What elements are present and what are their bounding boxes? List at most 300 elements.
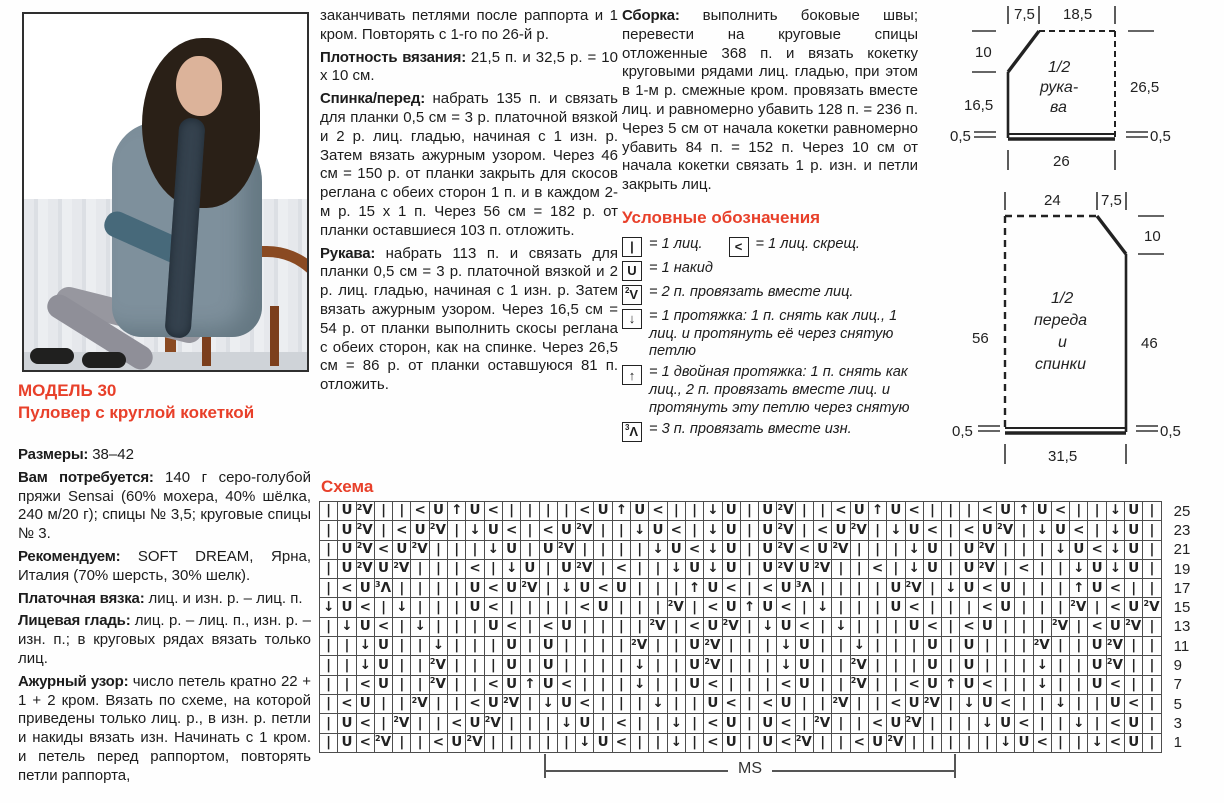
chart-cell [1051,675,1070,695]
chart-cell [648,520,667,540]
knit-twisted-symbol: < [1091,540,1103,557]
slip-decrease-symbol: ↓ [560,579,573,596]
chart-cell [557,636,576,656]
sleeve-label: 1/2 [1048,59,1071,76]
chart-cell [648,540,667,560]
knit-symbol: | [1094,521,1100,538]
knit-symbol: | [1094,598,1100,615]
chart-cell [905,636,924,656]
chart-cell [758,597,777,617]
chart-cell [886,501,905,521]
knit-twisted-symbol: < [597,579,609,596]
knit-symbol: | [637,714,643,731]
yarn-over-symbol: U [725,560,737,577]
knit-symbol: | [600,540,606,557]
knit-twisted-symbol: < [762,579,774,596]
knit-symbol: | [747,560,752,577]
chart-row [320,694,1198,714]
chart-cell [795,733,814,753]
yarn-over-symbol: U [926,540,938,557]
slip-decrease-symbol: ↓ [780,637,792,654]
yarn-over-symbol: U [762,598,774,615]
slip-decrease-symbol: ↓ [560,714,573,731]
chart-row [320,520,1198,540]
chart-cell [337,675,356,695]
chart-cell [410,520,429,540]
chart-cell [1069,636,1088,656]
k2tog-symbol-sup: 2 [624,286,630,296]
chart-cell [1087,520,1106,540]
yarn-over-symbol: U [542,540,554,557]
chart-cell [502,733,521,753]
chart-cell [410,675,429,695]
sleeve-measure-7-5: 7,5 [1014,6,1035,23]
k2tog-symbol: 2 V [1033,637,1050,654]
knit-symbol: | [454,598,460,615]
yarn-over-symbol: U [524,560,536,577]
knit-symbol: | [618,695,624,712]
k2tog-symbol-sup: 2 [704,637,710,647]
chart-row-number: 3 [1173,714,1182,732]
slip-decrease-symbol: ↓ [817,598,829,615]
chart-cell [465,694,484,714]
chart-cell [776,636,795,656]
chart-cell [959,578,978,598]
chart-cell [593,636,612,656]
chart-cell [959,675,978,695]
chart-cell [429,540,448,560]
chart-cell [685,578,704,598]
yarn-over-symbol: U [652,521,664,538]
chart-cell [1069,675,1088,695]
chart-row [320,655,1198,675]
knit-symbol: | [984,733,990,750]
chart-cell [1033,655,1052,675]
yarn-over-symbol: U [1000,598,1012,615]
knit-symbol: | [399,618,405,635]
chart-cell [868,597,887,617]
chart-cell [685,540,704,560]
chart-cell [429,655,448,675]
knit-symbol: | [1149,618,1155,635]
k2tog-symbol: 2 V [978,540,995,557]
yarn-over-symbol: U [1128,560,1140,577]
chart-cell [758,578,777,598]
chart-cell [740,501,759,521]
knit-symbol: | [966,714,972,731]
chart-row-number: 15 [1173,599,1191,617]
double-decrease-symbol: ↑ [871,502,884,519]
chart-cell [319,617,338,637]
legend-text: = 3 п. провязать вместе изн. [649,420,852,437]
knit-symbol: | [472,656,478,673]
chart-cell [1124,559,1143,579]
chart-cell [557,578,576,598]
chart-row-number: 7 [1173,676,1182,694]
chart-cell [374,694,393,714]
legend-symbol-box [729,237,749,257]
knit-twisted-symbol: < [542,618,554,635]
chart-cell [575,713,594,733]
paragraph-text: набрать 113 п. и связать для планки 0,5 см = 3 р. платочной вязкой и 2 р. лиц. гладью, начиная с 1 изн. р. Затем вязать ажурным узором. Через 16,5 см = 54 р. от планки выполнить скосы реглана с обеих сторон, как на спинке. Через 26,5 см = 86 р. от планки оставшуюся 81 п. отложить. [320,244,618,394]
knit-twisted-symbol: < [359,714,371,731]
knit-symbol: | [747,540,752,557]
yarn-over-symbol: U [469,714,481,731]
yarn-over-symbol: U [725,502,737,519]
yarn-over-symbol: U [908,695,920,712]
chart-cell [667,675,686,695]
chart-cell [831,540,850,560]
k2tog-symbol-sup: 2 [356,560,363,570]
knit-symbol: | [1131,579,1137,596]
chart-cell [959,655,978,675]
chart-cell [319,501,338,521]
chart-cell [868,617,887,637]
yarn-over-symbol: U [359,618,371,635]
chart-cell [356,520,375,540]
yarn-over-symbol: U [963,676,975,693]
chart-cell [667,655,686,675]
chart-cell [1106,578,1125,598]
knit-symbol: | [856,560,862,577]
knit-symbol: | [801,502,807,519]
chart-cell [374,617,393,637]
yarn-over-symbol: U [1091,560,1103,577]
slip-decrease-symbol: ↓ [981,714,993,731]
k2tog-symbol-sup: 2 [832,695,839,705]
knit-symbol: | [381,695,386,712]
knit-symbol: | [454,656,460,673]
chart-cell [996,617,1015,637]
knit-symbol: | [435,598,441,615]
chart-cell [685,597,704,617]
chart-cell [337,617,356,637]
chart-cell [520,675,539,695]
chart-cell [1051,501,1070,521]
knit-symbol: | [765,676,771,693]
chart-cell [1069,655,1088,675]
k2tog-symbol-sup: 2 [521,579,527,589]
k2tog-symbol: 2 V [356,521,373,538]
k2tog-symbol: 2 V [624,286,639,303]
repeat-bracket-line [546,770,728,772]
chart-cell [575,733,594,753]
yarn-over-symbol: U [615,579,627,596]
chart-cell [1106,713,1125,733]
knit-twisted-symbol: < [469,560,481,577]
chart-cell [685,559,704,579]
k2tog-symbol: 2 V [1125,618,1142,635]
chart-cell [374,540,393,560]
chart-cell [923,559,942,579]
chart-cell [905,559,924,579]
chart-cell [630,578,649,598]
knit-symbol: | [472,540,478,557]
knit-twisted-symbol: < [1109,733,1122,750]
chart-cell [648,636,667,656]
knit-twisted-symbol: < [487,598,499,615]
chart-cell [1142,694,1161,714]
chart-cell [776,520,795,540]
chart-cell [850,694,869,714]
yarn-over-symbol: U [396,540,408,557]
chart-cell [447,636,466,656]
double-decrease-symbol: ↑ [615,502,628,519]
chart-row [320,578,1198,598]
paragraph-text: 140 г серо-голубой пряжи Sensai (60% мохера, 40% шёлка, 240 м/20 г); спицы № 3,5; круговые спицы № 3. [18,468,311,543]
chart-cell [648,655,667,675]
chart-cell [831,636,850,656]
knit-symbol: | [527,502,533,519]
chart-cell [667,597,686,617]
legend-text: = 1 накид [649,259,713,276]
chart-row [320,597,1198,617]
chart-cell [593,501,612,521]
chart-cell [465,540,484,560]
knit-twisted-symbol: < [981,676,993,693]
knit-symbol: | [838,733,844,750]
chart-cell [465,578,484,598]
chart-cell [557,501,576,521]
chart-cell [557,733,576,753]
slip-decrease-symbol: ↓ [1109,540,1122,557]
knit-symbol: | [637,733,643,750]
knit-symbol: | [747,656,752,673]
knit-symbol: | [600,656,606,673]
slip-decrease-symbol: ↓ [487,540,499,557]
knit-symbol: | [838,714,844,731]
chart-cell [795,694,814,714]
knit-symbol: | [948,618,954,635]
knit-symbol: | [692,714,698,731]
chart-cell [593,540,612,560]
knit-symbol: | [545,560,551,577]
knit-twisted-symbol: < [359,733,371,750]
chart-cell [593,597,612,617]
chart-cell [996,559,1015,579]
chart-cell [502,636,521,656]
yarn-over-symbol: U [378,637,390,654]
yarn-over-symbol: U [689,676,701,693]
paragraph-label: Спинка/перед: [320,90,433,108]
chart-cell [1106,540,1125,560]
knit-twisted-symbol: < [615,714,628,731]
chart-cell [392,733,411,753]
chart-cell [850,559,869,579]
knit-twisted-symbol: < [688,540,701,557]
chart-cell [795,578,814,598]
chart-cell [776,617,795,637]
knit-symbol: | [948,502,954,519]
k2tog-symbol: 2 V [484,714,501,731]
knit-twisted-symbol: < [707,598,719,615]
chart-cell [831,617,850,637]
chart-cell [356,501,375,521]
knit-symbol: | [948,733,954,750]
chart-cell [758,540,777,560]
knit-symbol: | [545,502,551,519]
knit-symbol: | [747,618,752,635]
chart-cell [685,713,704,733]
knit-twisted-symbol: < [926,521,939,538]
yarn-over-symbol: U [780,695,792,712]
yarn-over-symbol: U [707,579,719,596]
yarn-over-symbol: U [1109,618,1121,635]
chart-row [320,675,1198,695]
slip-decrease-symbol: ↓ [707,521,719,538]
knit-symbol: | [399,579,405,596]
chart-cell [1087,501,1106,521]
double-decrease-symbol: ↑ [451,502,463,519]
knit-symbol: | [381,598,386,615]
chart-cell [539,675,558,695]
knit-twisted-symbol: < [615,733,628,750]
yarn-over-symbol: U [817,540,829,557]
slip-decrease-symbol: ↓ [670,560,682,577]
chart-cell [319,636,338,656]
chart-cell [484,578,503,598]
chart-cell [612,559,631,579]
chart-cell [886,578,905,598]
chart-cell [1033,675,1052,695]
chart-row-number: 1 [1173,734,1182,752]
chart-cell [1014,578,1033,598]
chart-cell [886,733,905,753]
chart-cell [740,597,759,617]
legend-item [622,364,918,417]
slip-decrease-symbol: ↓ [1109,502,1122,519]
chart-cell [941,655,960,675]
chart-cell [1124,540,1143,560]
knit-symbol: | [948,540,954,557]
knit-symbol: | [911,733,917,750]
yarn-over-symbol: U [378,656,390,673]
chart-cell [740,636,759,656]
k2tog-symbol: 2 V [777,540,794,557]
chart-cell [722,540,741,560]
slip-decrease-symbol: ↓ [963,695,975,712]
chart-cell [337,655,356,675]
body-measure-10: 10 [1144,228,1161,245]
knit-symbol: | [1058,714,1063,731]
knit-symbol: | [747,637,752,654]
yarn-over-symbol: U [378,676,390,693]
chart-cell [447,713,466,733]
k2tog-symbol: 2 V [1106,637,1123,654]
chart-cell [319,713,338,733]
sleeve-measure-18-5: 18,5 [1063,6,1093,23]
model-photo [22,12,309,372]
knit-symbol: | [655,733,661,750]
chart-cell [1014,597,1033,617]
knit-symbol: | [618,637,624,654]
k2tog-symbol: 2 V [1070,598,1087,615]
k2tog-symbol-sup: 2 [978,541,985,551]
k2tog-symbol-sup: 2 [850,657,857,667]
chart-cell [1087,578,1106,598]
knit-symbol: | [1058,676,1063,693]
chart-cell [850,617,869,637]
chart-cell [484,559,503,579]
chart-cell [703,713,722,733]
chart-cell [337,636,356,656]
chart-cell [612,597,631,617]
chart-cell [978,559,997,579]
chart-cell [1069,597,1088,617]
knit-symbol: | [801,695,807,712]
chart-cell [978,597,997,617]
chart-cell [539,540,558,560]
knit-twisted-symbol: < [817,521,829,538]
chart-cell [740,540,759,560]
chart-cell [850,501,869,521]
chart-title: Схема [321,477,374,496]
knit-symbol: | [893,618,899,635]
chart-cell [447,655,466,675]
chart-cell [520,694,539,714]
chart-cell [410,733,429,753]
chart-cell [1124,597,1143,617]
chart-cell [539,694,558,714]
chart-cell [502,597,521,617]
chart-cell [557,655,576,675]
knit-twisted-symbol: < [359,676,371,693]
knit-symbol: | [637,598,643,615]
chart-cell [758,713,777,733]
chart-cell [1142,501,1161,521]
slip-decrease-symbol: ↓ [505,560,518,577]
knit-symbol: | [618,540,624,557]
sleeve-label: ва [1050,99,1067,116]
chart-cell [1069,520,1088,540]
yarn-over-symbol: U [542,637,554,654]
chart-cell [502,578,521,598]
chart-cell [831,655,850,675]
chart-cell [813,540,832,560]
slip-decrease-symbol: ↓ [359,637,371,654]
body-schematic [948,188,1224,478]
knit-symbol: | [454,618,460,635]
chart-cell [1106,733,1125,753]
chart-cell [703,597,722,617]
knit-twisted-symbol: < [963,521,975,538]
knit-symbol: | [1058,637,1063,654]
chart-cell [447,559,466,579]
yarn-over-symbol: U [487,618,499,635]
chart-cell [374,655,393,675]
knit-symbol: | [1021,656,1027,673]
chart-cell [502,540,521,560]
yarn-over-symbol: U [963,560,975,577]
knit-symbol: | [1021,598,1027,615]
chart-cell [502,655,521,675]
knit-symbol: | [326,579,332,596]
chart-cell [648,694,667,714]
k2tog-symbol: 2 V [375,733,392,750]
chart-cell [337,694,356,714]
chart-cell [410,713,429,733]
pattern-paragraph [320,7,618,45]
slip-decrease-symbol: ↓ [908,540,920,557]
chart-cell [722,655,741,675]
chart-cell [374,559,393,579]
chart-cell [722,617,741,637]
knit-symbol: | [1039,714,1045,731]
chart-cell [392,597,411,617]
knit-symbol: | [454,579,460,596]
chart-cell [1106,636,1125,656]
knit-twisted-symbol: < [725,695,737,712]
